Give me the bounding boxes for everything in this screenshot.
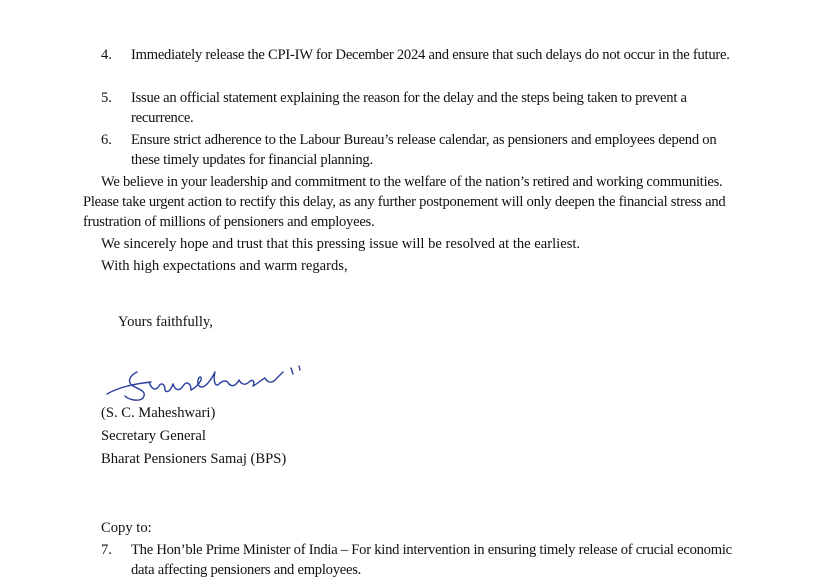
copy-to-item — [101, 540, 741, 580]
paragraph-regards: With high expectations and warm regards, — [101, 258, 348, 274]
closing-salutation: Yours faithfully, — [118, 314, 213, 330]
list-item — [101, 88, 741, 128]
list-item-text: Ensure strict adherence to the Labour Bureau’s release calendar, as pensioners and employees depend on these timely updates for financial planning. — [131, 132, 717, 168]
list-item — [101, 45, 741, 65]
list-item — [101, 130, 741, 170]
paragraph-hope: We sincerely hope and trust that this pressing issue will be resolved at the earliest. — [101, 236, 581, 252]
paragraph-leadership-text: We believe in your leadership and commitment to the welfare of the nation’s retired and working communities. Please take urgent action to rectify this delay, as any further postponement will only deepen the financial stress and frustration of millions of pensioners and employees. — [83, 174, 726, 230]
copy-to-label: Copy to: — [101, 520, 152, 536]
signatory-name: (S. C. Maheshwari) — [101, 405, 216, 421]
list-item-number: 4. — [101, 47, 112, 63]
paragraph-leadership — [83, 172, 743, 232]
list-item-number: 5. — [101, 90, 112, 106]
signatory-organization: Bharat Pensioners Samaj (BPS) — [101, 451, 287, 467]
signature-image — [103, 362, 323, 404]
signatory-title: Secretary General — [101, 428, 206, 444]
list-item-text: Issue an official statement explaining the reason for the delay and the steps being taken to prevent a recurrence. — [131, 90, 687, 126]
list-item-text: Immediately release the CPI-IW for December 2024 and ensure that such delays do not occur in the future. — [131, 47, 730, 63]
copy-to-item-text: The Hon’ble Prime Minister of India – For kind intervention in ensuring timely release of crucial economic data affecting pensioners and employees. — [131, 542, 732, 578]
copy-to-item-number: 7. — [101, 542, 112, 558]
list-item-number: 6. — [101, 132, 112, 148]
